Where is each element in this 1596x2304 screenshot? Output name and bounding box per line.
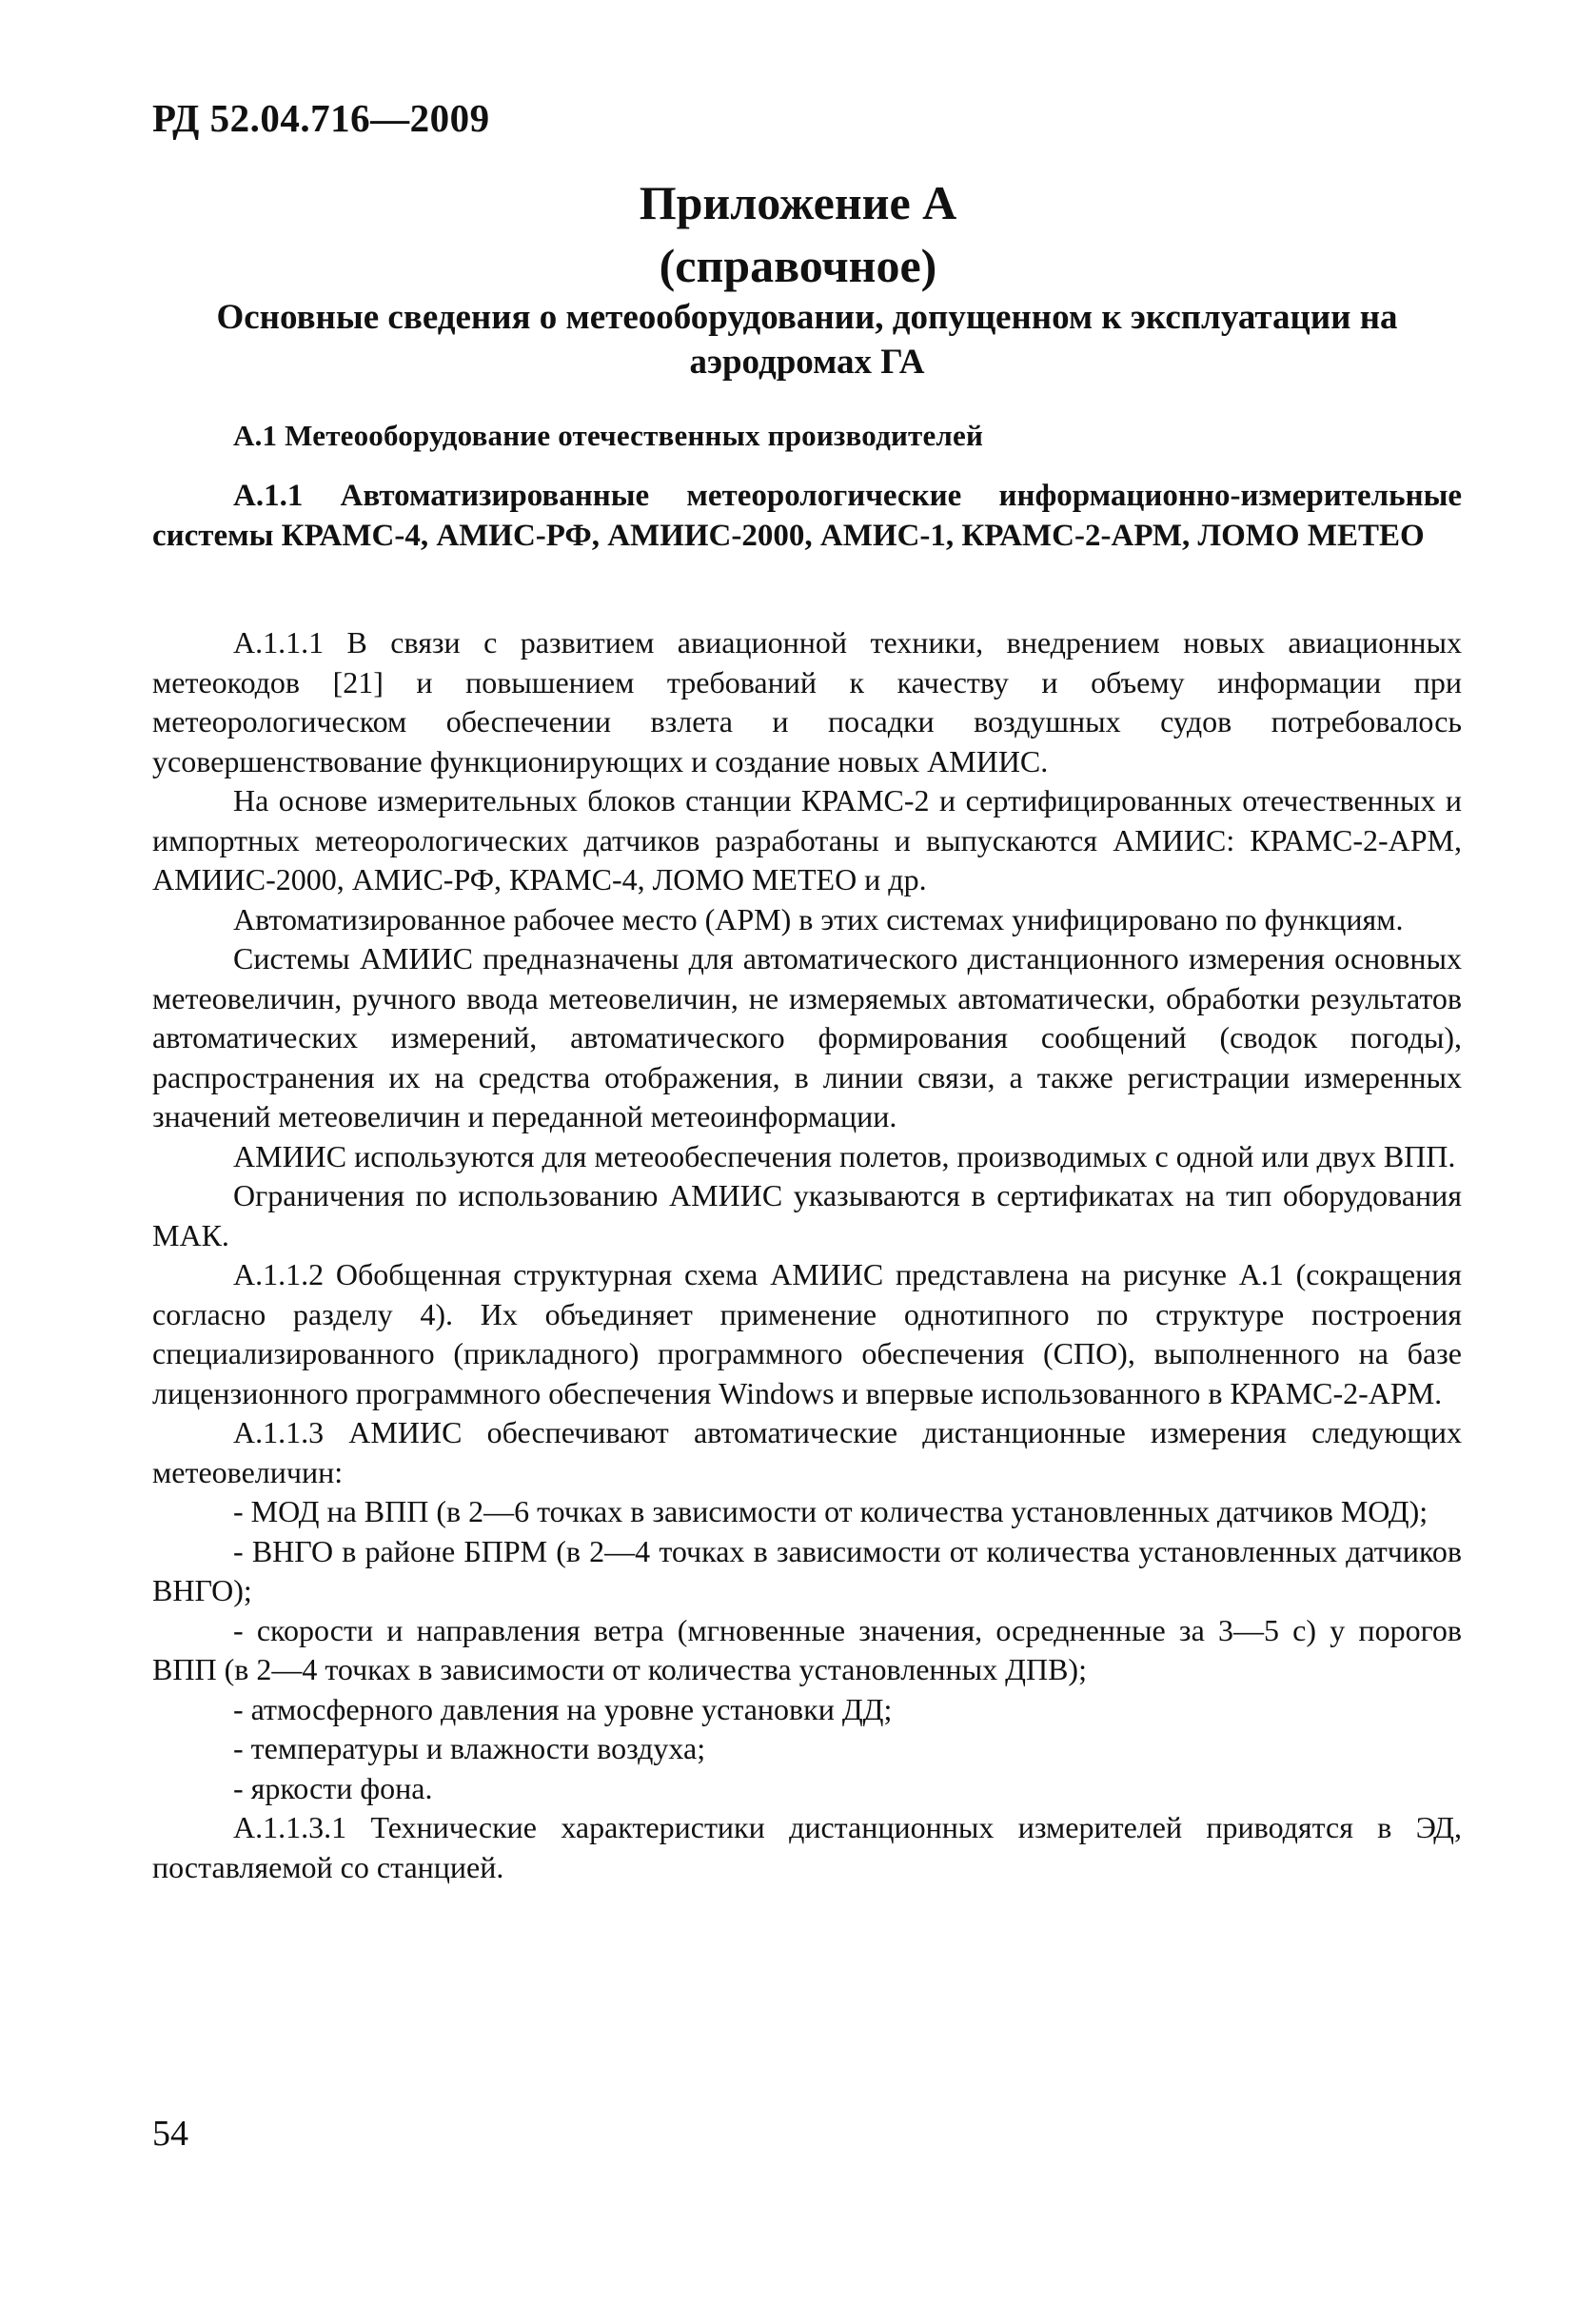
list-item: - атмосферного давления на уровне установки ДД; bbox=[233, 1691, 893, 1726]
subsection-heading: А.1.1 Автоматизированные метеорологические информационно-измерительные системы КРАМС-4, АМИС-РФ, АМИИС-2000, АМИС-1, КРАМС-2-АРМ, ЛОМО МЕТЕО bbox=[152, 479, 1462, 553]
list-item: - яркости фона. bbox=[233, 1770, 433, 1805]
paragraph: АМИИС используются для метеообеспечения полетов, производимых с одной или двух ВПП. bbox=[233, 1138, 1456, 1173]
annex-title-line-1: Приложение А bbox=[639, 176, 957, 229]
paragraph: Ограничения по использованию АМИИС указываются в сертификатах на тип оборудования МАК. bbox=[152, 1178, 1462, 1252]
paragraph: А.1.1.1 В связи с развитием авиационной техники, внедрением новых авиационных метеокодов [21] и повышением требований к качеству и объему информации при метеорологическом обеспечении взлета и посадки воздушных судов потребовалось усовершенствование функционирующих и создание новых АМИИС. bbox=[152, 625, 1462, 778]
list-item: - МОД на ВПП (в 2—6 точках в зависимости от количества установленных датчиков МОД); bbox=[233, 1494, 1429, 1528]
paragraph: А.1.1.2 Обобщенная структурная схема АМИИС представлена на рисунке А.1 (сокращения согласно разделу 4). Их объединяет применение однотипного по структуре построения специализированного (прикладного) программного обеспечения (СПО), выполненного на базе лицензионного программного обеспечения Windows и впервые использованного в КРАМС-2-АРМ. bbox=[152, 1257, 1462, 1410]
paragraph: А.1.1.3 АМИИС обеспечивают автоматические дистанционные измерения следующих метеовеличин: bbox=[152, 1415, 1462, 1489]
document-code: РД 52.04.716—2009 bbox=[152, 96, 490, 140]
body-text bbox=[152, 623, 1462, 1887]
list-item: - температуры и влажности воздуха; bbox=[233, 1731, 706, 1765]
paragraph: На основе измерительных блоков станции КРАМС-2 и сертифицированных отечественных и импортных метеорологических датчиков разработаны и выпускаются АМИИС: КРАМС-2-АРМ, АМИИС-2000, АМИС-РФ, КРАМС-4, ЛОМО МЕТЕО и др. bbox=[152, 783, 1462, 896]
paragraph: Автоматизированное рабочее место (АРМ) в этих системах унифицировано по функциям. bbox=[233, 901, 1404, 936]
list-item: - ВНГО в районе БПРМ (в 2—4 точках в зависимости от количества установленных датчиков ВНГО); bbox=[152, 1533, 1462, 1607]
annex-subtitle: Основные сведения о метеооборудовании, допущенном к эксплуатации на аэродромах ГА bbox=[216, 298, 1398, 382]
list-item: - скорости и направления ветра (мгновенные значения, осредненные за 3—5 с) у порогов ВПП (в 2—4 точках в зависимости от количества установленных ДПВ); bbox=[152, 1612, 1462, 1686]
section-heading: А.1 Метеооборудование отечественных производителей bbox=[233, 419, 984, 452]
page-number: 54 bbox=[152, 2114, 188, 2154]
annex-title bbox=[0, 171, 1596, 297]
paragraph: А.1.1.3.1 Технические характеристики дистанционных измерителей приводятся в ЭД, поставляемой со станцией. bbox=[152, 1810, 1462, 1884]
annex-title-line-2: (справочное) bbox=[659, 239, 937, 292]
paragraph: Системы АМИИС предназначены для автоматического дистанционного измерения основных метеовеличин, ручного ввода метеовеличин, не измеряемых автоматически, обработки результатов автоматических измерений, автоматического формирования сообщений (сводок погоды), распространения их на средства отображения, в линии связи, а также регистрации измеренных значений метеовеличин и переданной метеоинформации. bbox=[152, 941, 1462, 1133]
